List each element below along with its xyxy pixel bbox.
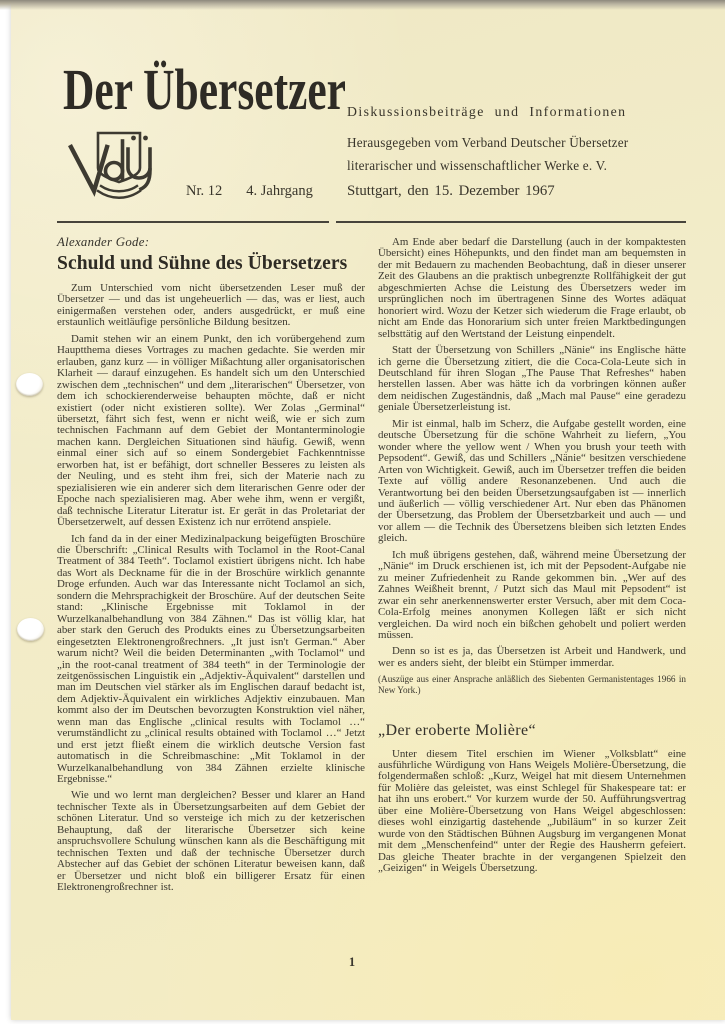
second-article-title: „Der eroberte Molière“ — [378, 721, 537, 739]
article-footnote: (Auszüge aus einer Ansprache anläßlich des Siebenten Germanistentages 1966 in New York.) — [378, 674, 686, 695]
issue-number: Nr. 12 — [186, 183, 223, 199]
vdue-logo-icon — [67, 128, 171, 210]
newsletter-title: Der Übersetzer — [63, 57, 346, 122]
punch-hole-bottom — [17, 618, 44, 641]
article-title: Schuld und Sühne des Übersetzers — [57, 253, 348, 274]
newsletter-page — [11, 4, 725, 1020]
newsletter-subtitle: Diskussionsbeiträge und Informationen — [347, 104, 627, 119]
paragraph: Denn so ist es ja, das Übersetzen ist Arbeit und Handwerk, und wer es anders sieht, der bleibt ein Stümper immerdar. — [378, 645, 686, 669]
issue-line — [186, 183, 313, 200]
page-number: 1 — [348, 955, 356, 969]
paragraph: Am Ende aber bedarf die Darstellung (auch in der kompaktesten Übersicht) eines Höhepunkts, und den findet man am bequemsten in der mit Bedauern zu machenden Beobachtung, daß in dieser unserer Zeit des Glaubens an die praktisch unbegrenzte Rollfähigkeit der gut abgeschmierten Achse die Leistung des Übersetzers weder im ursprünglichen noch im übertragenen Sinne des Wortes adäquat honoriert wird. Wozu der Ketzer sich wiederum die Frage erlaubt, ob nicht am Ende das Honorarium sich unter freien Marktbedingungen selbsttätig auf den Wertstand der Leistung einpendelt. — [378, 236, 686, 340]
article-byline: Alexander Gode: — [57, 235, 150, 249]
header-rule-right — [336, 221, 686, 223]
paragraph: Statt der Übersetzung von Schillers „Nänie“ ins Englische hätte ich gerne die Übersetzung zitiert, die die Coca-Cola-Leute sich in Deutschland für ihren Slogan „The Pause That Refreshes“ haben herstellen lassen. Aber was hätte ich da vorbringen können außer dem neidischen Zugeständnis, daß „Mach mal Pause“ eine geradezu geniale Übersetzerleistung ist. — [378, 344, 686, 414]
paragraph: Mir ist einmal, halb im Scherz, die Aufgabe gestellt worden, eine deutsche Übersetzung für die schöne Wahrheit zu liefern, „You wonder where the yellow went / When you brush your teeth with Pepsodent“. Gewiß, das und Schillers „Nänie“ besitzen verschiedene Arten von Wichtigkeit. Gewiß, auch im Übersetzer treffen die beiden Texte auf völlig andere Resonanzebenen. Und auch die Verantwortung bei den beiden Übersetzungsaufgaben ist — innerlich und äußerlich — völlig verschiedener Art. Nur eben das Phänomen der Übersetzung, das Problem der Übersetzbarkeit und auch — und vor allem — die Technik des Übersetzens bleiben sich letzten Endes gleich. — [378, 417, 686, 545]
publisher-line-1: Herausgegeben vom Verband Deutscher Übersetzer — [347, 135, 629, 150]
issue-volume: 4. Jahrgang — [246, 183, 313, 199]
paragraph: Unter diesem Titel erschien im Wiener „Volksblatt“ eine ausführliche Würdigung von Hans Weigels Molière-Übersetzung, die folgendermaßen schloß: „Kurz, Weigel hat mit diesem Unternehmen für Molière das geleistet, was einst Schlegel für Shakespeare tat: er hat ihn uns erobert.“ Vor kurzem wurde der 50. Aufführungsvertrag über eine Molière-Übersetzung von Hans Weigel abgeschlossen: dieses wohl einzigartig dastehende „Jubiläum“ in so kurzer Zeit wurde von den Städtischen Bühnen Augsburg im vergangenen Monat mit dem „Menschenfeind“ unter der Regie des Hausherrn gefeiert. Das gleiche Theater brachte in der vergangenen Spielzeit den „Geizigen“ in Weigels Übersetzung. — [378, 747, 686, 875]
paragraph: Damit stehen wir an einem Punkt, den ich vorübergehend zum Hauptthema dieses Vortrages zu machen gedachte. Sie werden mir erlauben, ganz kurz — in völliger Mißachtung aller organisatorischen Klarheit — darauf einzugehen. Es handelt sich um den Unterschied zwischen dem „technischen“ und dem „literarischen“ Übersetzer, von dem ich schockierenderweise behaupten möchte, daß er nicht existiert (oder nicht existieren sollte). Wer Zolas „Germinal“ übersetzt, fährt sich fest, wenn er nicht weiß, wie er sich zum technischen Fachmann auf dem Gebiet der Montanterminologie machen kann. Dergleichen Situationen sind häufig. Gewiß, wenn einmal einer sich auf so einem Sondergebiet Fachkenntnisse erworben hat, ist er befähigt, dort schneller Besseres zu leisten als der Neuling, und es steht ihm frei, sich der Materie nach zu spezialisieren wie ein anderer sich dem literarischen Genre oder der Epoche nach spezialisieren mag. Aber wehe ihm, wenn er vergißt, daß technische Literatur Literatur ist. Er gerät in das Proletariat der Übersetzerwelt, auf dessen Existenz ich nur errötend anspiele. — [57, 332, 365, 529]
column-right — [378, 237, 686, 879]
paragraph: Wie und wo lernt man dergleichen? Besser und klarer an Hand technischer Texte als in Übersetzungsarbeiten auf dem Gebiet der schönen Literatur. Und so versteige ich mich zu der ketzerischen Behauptung, daß der literarische Übersetzer sich keine anspruchsvollere Schulung wünschen kann als die Beschäftigung mit technischen Texten und daß der technische Übersetzer durch Abstecher auf das Gebiet der schönen Literatur beweisen kann, daß er Übersetzer und nicht bloß ein billigerer Ersatz für einen Elektronengroßrechner ist. — [57, 789, 365, 894]
column-left — [57, 235, 365, 899]
publisher-line-2: literarischer und wissenschaftlicher Werke e. V. — [347, 158, 608, 173]
header-rule-left — [57, 221, 329, 223]
punch-hole-top — [16, 373, 43, 396]
issue-dateline: Stuttgart, den 15. Dezember 1967 — [347, 183, 555, 199]
paragraph: Ich muß übrigens gestehen, daß, während meine Übersetzung der „Nänie“ im Druck erschienen ist, ich mit der Pepsodent-Aufgabe nie zu meiner Zufriedenheit zu Rande gekommen bin. „Wer auf des Zahnes Weißheit brennt, / Putzt sich das Maul mit Pepsodent“ ist zwar ein sehr anerkennenswerter erster Versuch, aber mit dem Coca-Cola-Erfolg meines anonymen Kollegen läßt er sich nicht vergleichen. Da wird noch ein bißchen gehobelt und poliert werden müssen. — [378, 548, 686, 641]
paragraph: Zum Unterschied vom nicht übersetzenden Leser muß der Übersetzer — und das ist ungeheuerlich — das, was er liest, auch einigermaßen verstehen oder, anders ausgedrückt, er muß eine erstaunlich weitläufige persönliche Bildung besitzen. — [57, 282, 365, 329]
paragraph: Ich fand da in der einer Medizinalpackung beigefügten Broschüre die Überschrift: „Clinical Results with Toclamol in the Root-Canal Treatment of 384 Teeth“. Toclamol existiert übrigens nicht. Ich habe das Wort als Deckname für die in der Broschüre wirklich genannte Droge erfunden. Auch war das Interessante nicht Toclamol an sich, sondern die Mehrsprachigkeit der Broschüre. Auf der deutschen Seite stand: „Klinische Ergebnisse mit Toklamol in der Wurzelkanalbehandlung von 384 Zähnen.“ Das ist völlig klar, hat aber stark den Geruch des Produkts eines zu Übersetzungsarbeiten eingesetzten Elektronengroßrechners. „It just isn't German.“ Aber warum nicht? Weil die beiden Determinanten „with Toclamol“ und „in the root-canal treatment of 384 teeth“ in der Terminologie der zeitgenössischen Linguistik ein „Adjektiv-Äquivalent“ darstellen und man im Deutschen viel stärker als im Englischen darauf bedacht ist, dem Adjektiv-Äquivalent ein wirkliches Adjektiv einzubauen. Man kommt also der im Deutschen bevorzugten Konstruktion viel näher, wenn man das Englische „clinical results with Toclamol …“ verumständlicht zu „clinical results obtained with Toclamol …“ Jetzt und erst jetzt fließt einem die wirklich deutsche Version fast automatisch in die Schreibmaschine: „Mit Toklamol in der Wurzelkanalbehandlung von 384 Zähnen erzielte klinische Ergebnisse.“ — [57, 532, 365, 786]
